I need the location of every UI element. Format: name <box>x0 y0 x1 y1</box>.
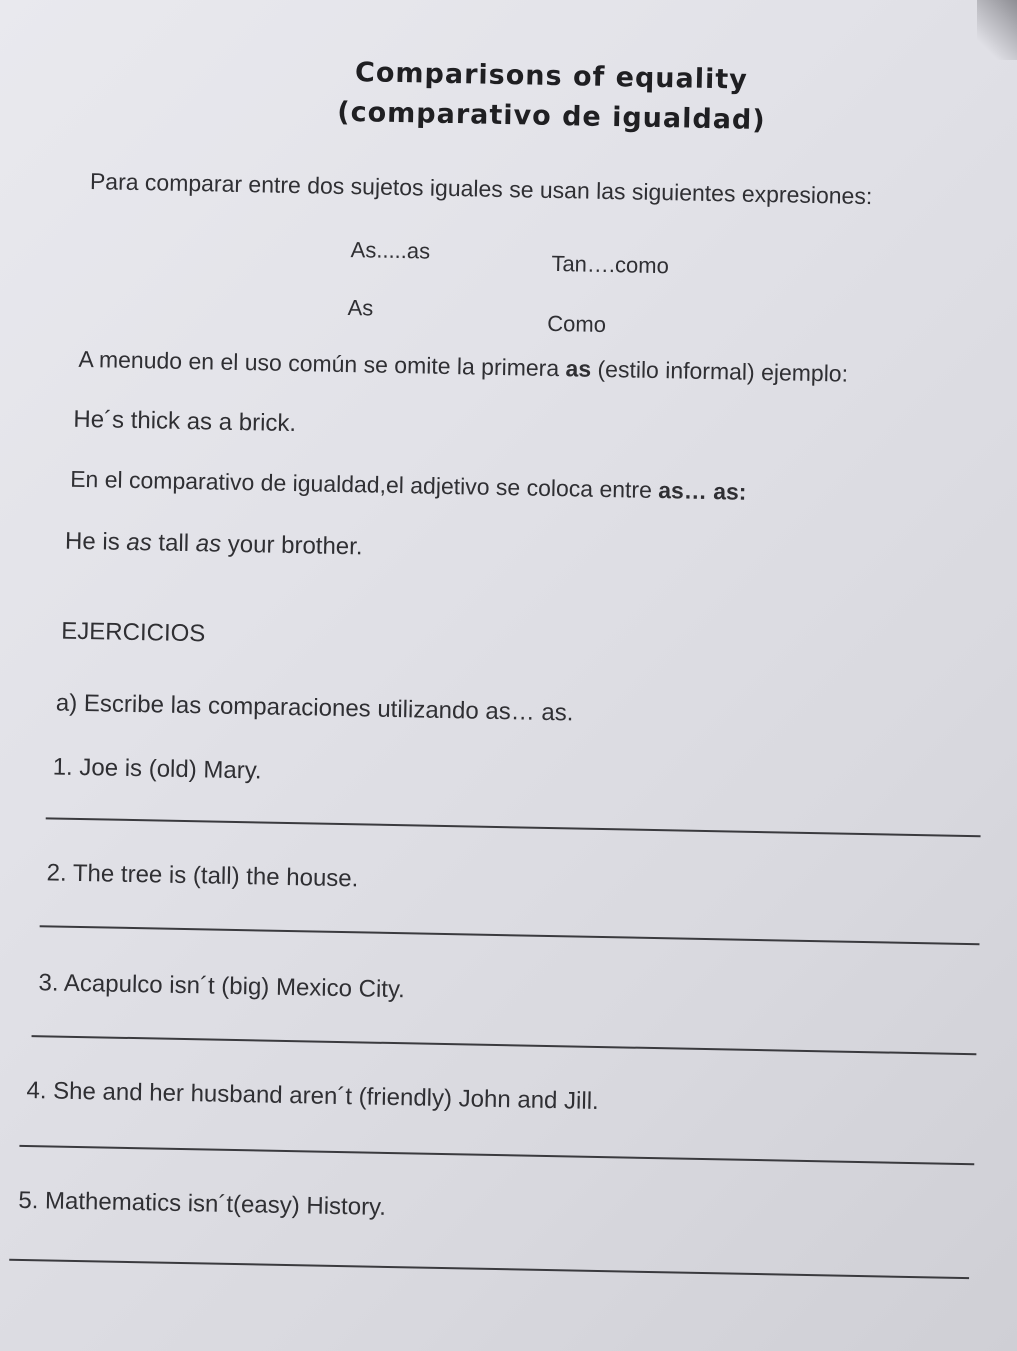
title-line-1: Comparisons of equality <box>354 57 749 96</box>
exercise-2: 2. The tree is (tall) the house. <box>46 859 359 893</box>
adjective-rule-text: En el comparativo de igualdad,el adjetivo se coloca entre <box>69 465 659 504</box>
exercise-instruction: a) Escribe las comparaciones utilizando as… as. <box>55 689 574 727</box>
adjective-rule-bold: as… as: <box>658 477 747 505</box>
expression-as: As <box>347 295 374 321</box>
expression-as-as: As.....as <box>350 237 431 264</box>
exercise-4: 4. She and her husband aren´t (friendly) John and Jill. <box>26 1077 599 1115</box>
answer-line-2[interactable] <box>40 925 980 945</box>
informal-note-bold-as: as <box>565 355 592 382</box>
example-brother-part-1: He is <box>64 527 127 556</box>
answer-line-1[interactable] <box>46 817 981 837</box>
expression-tan-como: Tan….como <box>551 250 670 279</box>
informal-note <box>78 346 848 388</box>
informal-note-text-end: (estilo informal) ejemplo: <box>590 355 849 387</box>
informal-note-text-start: A menudo en el uso común se omite la primera <box>78 345 566 382</box>
example-brother-as-2: as <box>195 530 222 558</box>
example-brother-part-2: tall <box>151 529 197 558</box>
example-brother-as-1: as <box>126 528 153 557</box>
adjective-rule <box>70 466 747 506</box>
answer-line-4[interactable] <box>19 1145 974 1165</box>
intro-text: Para comparar entre dos sujetos iguales se usan las siguientes expresiones: <box>89 168 873 210</box>
exercise-5: 5. Mathematics isn´t(easy) History. <box>18 1186 387 1221</box>
title-line-2: (comparativo de igualdad) <box>337 96 766 137</box>
expression-como: Como <box>547 310 607 337</box>
exercise-1: 1. Joe is (old) Mary. <box>52 753 262 785</box>
section-heading: EJERCICIOS <box>61 617 206 648</box>
example-brick: He´s thick as a brick. <box>73 405 297 438</box>
example-brother-part-3: your brother. <box>220 530 363 561</box>
answer-line-3[interactable] <box>32 1035 977 1055</box>
example-brother <box>65 528 363 562</box>
exercise-3: 3. Acapulco isn´t (big) Mexico City. <box>38 969 406 1004</box>
answer-line-5[interactable] <box>9 1259 969 1279</box>
